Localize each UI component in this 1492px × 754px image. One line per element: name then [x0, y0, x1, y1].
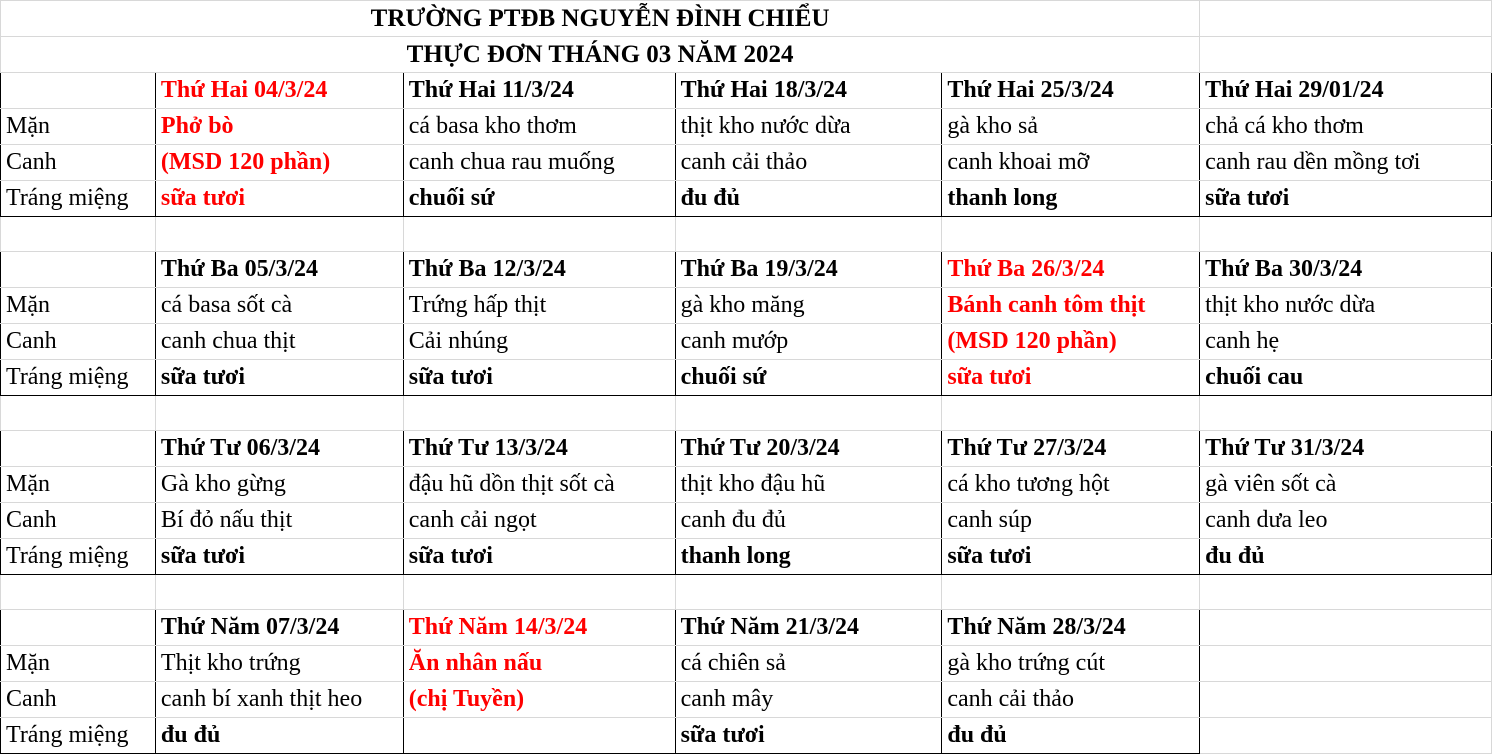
main-dish-cell[interactable]: gà kho sả: [942, 109, 1200, 145]
date-row: [1, 73, 1492, 109]
soup-cell[interactable]: canh khoai mỡ: [942, 145, 1200, 181]
trang-mieng-row: [1, 718, 1492, 754]
day-header[interactable]: Thứ Ba 26/3/24: [942, 252, 1200, 288]
row-label-canh[interactable]: Canh: [1, 145, 156, 181]
dessert-cell[interactable]: sữa tươi: [155, 539, 403, 575]
dessert-cell[interactable]: chuối sứ: [675, 360, 942, 396]
cell-empty[interactable]: [403, 217, 675, 252]
soup-cell[interactable]: canh mướp: [675, 324, 942, 360]
title-row-menu: [1, 37, 1492, 73]
cell-empty[interactable]: [403, 396, 675, 431]
date-row: [1, 431, 1492, 467]
main-dish-cell[interactable]: Thịt kho trứng: [155, 646, 403, 682]
day-header[interactable]: Thứ Tư 20/3/24: [675, 431, 942, 467]
dessert-cell[interactable]: sữa tươi: [403, 539, 675, 575]
dessert-cell[interactable]: sữa tươi: [1200, 181, 1492, 217]
row-label-trang-mieng[interactable]: Tráng miệng: [1, 539, 156, 575]
dessert-cell[interactable]: chuối sứ: [403, 181, 675, 217]
main-dish-cell[interactable]: Trứng hấp thịt: [403, 288, 675, 324]
row-label-empty[interactable]: [1, 252, 156, 288]
dessert-cell[interactable]: sữa tươi: [155, 360, 403, 396]
soup-cell[interactable]: canh súp: [942, 503, 1200, 539]
soup-cell[interactable]: canh chua rau muống: [403, 145, 675, 181]
row-label-empty[interactable]: [1, 610, 156, 646]
day-header[interactable]: Thứ Năm 07/3/24: [155, 610, 403, 646]
main-dish-cell[interactable]: cá chiên sả: [675, 646, 942, 682]
row-label-canh[interactable]: Canh: [1, 503, 156, 539]
dessert-cell[interactable]: sữa tươi: [155, 181, 403, 217]
main-dish-cell[interactable]: Bánh canh tôm thịt: [942, 288, 1200, 324]
cell-empty[interactable]: [1, 396, 156, 431]
soup-cell[interactable]: (MSD 120 phần): [942, 324, 1200, 360]
row-label-canh[interactable]: Canh: [1, 324, 156, 360]
main-dish-cell[interactable]: thịt kho nước dừa: [1200, 288, 1492, 324]
main-dish-cell[interactable]: đậu hũ dồn thịt sốt cà: [403, 467, 675, 503]
school-title: TRƯỜNG PTĐB NGUYỄN ĐÌNH CHIỂU: [1, 1, 1200, 37]
man-row: [1, 646, 1492, 682]
cell-empty[interactable]: [1, 575, 156, 610]
soup-cell[interactable]: canh hẹ: [1200, 324, 1492, 360]
main-dish-cell[interactable]: gà kho trứng cút: [942, 646, 1200, 682]
dessert-cell[interactable]: sữa tươi: [403, 360, 675, 396]
soup-cell[interactable]: canh đu đủ: [675, 503, 942, 539]
soup-cell[interactable]: canh rau dền mồng tơi: [1200, 145, 1492, 181]
dessert-cell[interactable]: [403, 718, 675, 754]
day-header[interactable]: Thứ Tư 06/3/24: [155, 431, 403, 467]
day-header[interactable]: Thứ Hai 25/3/24: [942, 73, 1200, 109]
row-label-man[interactable]: Mặn: [1, 467, 156, 503]
soup-cell[interactable]: Bí đỏ nấu thịt: [155, 503, 403, 539]
cell-empty[interactable]: [675, 217, 942, 252]
title-row-school: [1, 1, 1492, 37]
day-header[interactable]: Thứ Ba 30/3/24: [1200, 252, 1492, 288]
dessert-cell[interactable]: đu đủ: [155, 718, 403, 754]
man-row: [1, 288, 1492, 324]
trang-mieng-row: [1, 539, 1492, 575]
dessert-cell[interactable]: đu đủ: [675, 181, 942, 217]
cell-empty[interactable]: [942, 575, 1200, 610]
dessert-cell[interactable]: thanh long: [942, 181, 1200, 217]
soup-cell[interactable]: (chị Tuyền): [403, 682, 675, 718]
day-header[interactable]: Thứ Tư 31/3/24: [1200, 431, 1492, 467]
cell-empty[interactable]: [1200, 718, 1492, 754]
trang-mieng-row: [1, 181, 1492, 217]
canh-row: [1, 503, 1492, 539]
day-header[interactable]: Thứ Tư 27/3/24: [942, 431, 1200, 467]
date-row: [1, 252, 1492, 288]
day-header[interactable]: Thứ Ba 05/3/24: [155, 252, 403, 288]
soup-cell[interactable]: canh cải thảo: [942, 682, 1200, 718]
spacer-row: [1, 575, 1492, 610]
canh-row: [1, 324, 1492, 360]
spacer-row: [1, 217, 1492, 252]
cell-empty[interactable]: [155, 217, 403, 252]
trang-mieng-row: [1, 360, 1492, 396]
cell-empty[interactable]: [1200, 396, 1492, 431]
cell-empty[interactable]: [942, 396, 1200, 431]
day-header[interactable]: Thứ Năm 14/3/24: [403, 610, 675, 646]
main-dish-cell[interactable]: cá basa sốt cà: [155, 288, 403, 324]
soup-cell[interactable]: Cải nhúng: [403, 324, 675, 360]
canh-row: [1, 145, 1492, 181]
soup-cell[interactable]: canh chua thịt: [155, 324, 403, 360]
cell-empty[interactable]: [1200, 1, 1492, 37]
day-header[interactable]: Thứ Hai 11/3/24: [403, 73, 675, 109]
soup-cell[interactable]: canh cải thảo: [675, 145, 942, 181]
main-dish-cell[interactable]: thịt kho đậu hũ: [675, 467, 942, 503]
main-dish-cell[interactable]: cá basa kho thơm: [403, 109, 675, 145]
day-header[interactable]: Thứ Năm 28/3/24: [942, 610, 1200, 646]
main-dish-cell[interactable]: chả cá kho thơm: [1200, 109, 1492, 145]
soup-cell[interactable]: (MSD 120 phần): [155, 145, 403, 181]
row-label-trang-mieng[interactable]: Tráng miệng: [1, 360, 156, 396]
soup-cell[interactable]: canh dưa leo: [1200, 503, 1492, 539]
main-dish-cell[interactable]: gà viên sốt cà: [1200, 467, 1492, 503]
cell-empty[interactable]: [675, 396, 942, 431]
row-label-man[interactable]: Mặn: [1, 109, 156, 145]
menu-title: THỰC ĐƠN THÁNG 03 NĂM 2024: [1, 37, 1200, 73]
soup-cell[interactable]: canh bí xanh thịt heo: [155, 682, 403, 718]
spacer-row: [1, 396, 1492, 431]
cell-empty[interactable]: [1200, 646, 1492, 682]
cell-empty[interactable]: [1200, 217, 1492, 252]
day-header[interactable]: Thứ Ba 19/3/24: [675, 252, 942, 288]
row-label-man[interactable]: Mặn: [1, 646, 156, 682]
main-dish-cell[interactable]: thịt kho nước dừa: [675, 109, 942, 145]
row-label-man[interactable]: Mặn: [1, 288, 156, 324]
dessert-cell[interactable]: chuối cau: [1200, 360, 1492, 396]
row-label-empty[interactable]: [1, 431, 156, 467]
day-header[interactable]: Thứ Hai 29/01/24: [1200, 73, 1492, 109]
cell-empty[interactable]: [403, 575, 675, 610]
man-row: [1, 109, 1492, 145]
man-row: [1, 467, 1492, 503]
cell-empty[interactable]: [675, 575, 942, 610]
day-header[interactable]: Thứ Ba 12/3/24: [403, 252, 675, 288]
cell-empty[interactable]: [1200, 682, 1492, 718]
main-dish-cell[interactable]: Gà kho gừng: [155, 467, 403, 503]
row-label-empty[interactable]: [1, 73, 156, 109]
cell-empty[interactable]: [155, 575, 403, 610]
dessert-cell[interactable]: sữa tươi: [942, 539, 1200, 575]
main-dish-cell[interactable]: Ăn nhân nấu: [403, 646, 675, 682]
canh-row: [1, 682, 1492, 718]
main-dish-cell[interactable]: Phở bò: [155, 109, 403, 145]
cell-empty[interactable]: [1200, 575, 1492, 610]
main-dish-cell[interactable]: gà kho măng: [675, 288, 942, 324]
dessert-cell[interactable]: đu đủ: [942, 718, 1200, 754]
cell-empty[interactable]: [942, 217, 1200, 252]
soup-cell[interactable]: canh mây: [675, 682, 942, 718]
row-label-canh[interactable]: Canh: [1, 682, 156, 718]
day-header[interactable]: Thứ Năm 21/3/24: [675, 610, 942, 646]
dessert-cell[interactable]: sữa tươi: [675, 718, 942, 754]
main-dish-cell[interactable]: cá kho tương hột: [942, 467, 1200, 503]
soup-cell[interactable]: canh cải ngọt: [403, 503, 675, 539]
cell-empty[interactable]: [1200, 37, 1492, 73]
cell-empty[interactable]: [155, 396, 403, 431]
cell-empty[interactable]: [1200, 610, 1492, 646]
day-header[interactable]: Thứ Hai 04/3/24: [155, 73, 403, 109]
date-row: [1, 610, 1492, 646]
dessert-cell[interactable]: thanh long: [675, 539, 942, 575]
day-header[interactable]: Thứ Tư 13/3/24: [403, 431, 675, 467]
row-label-trang-mieng[interactable]: Tráng miệng: [1, 181, 156, 217]
day-header[interactable]: Thứ Hai 18/3/24: [675, 73, 942, 109]
dessert-cell[interactable]: sữa tươi: [942, 360, 1200, 396]
dessert-cell[interactable]: đu đủ: [1200, 539, 1492, 575]
cell-empty[interactable]: [1, 217, 156, 252]
row-label-trang-mieng[interactable]: Tráng miệng: [1, 718, 156, 754]
